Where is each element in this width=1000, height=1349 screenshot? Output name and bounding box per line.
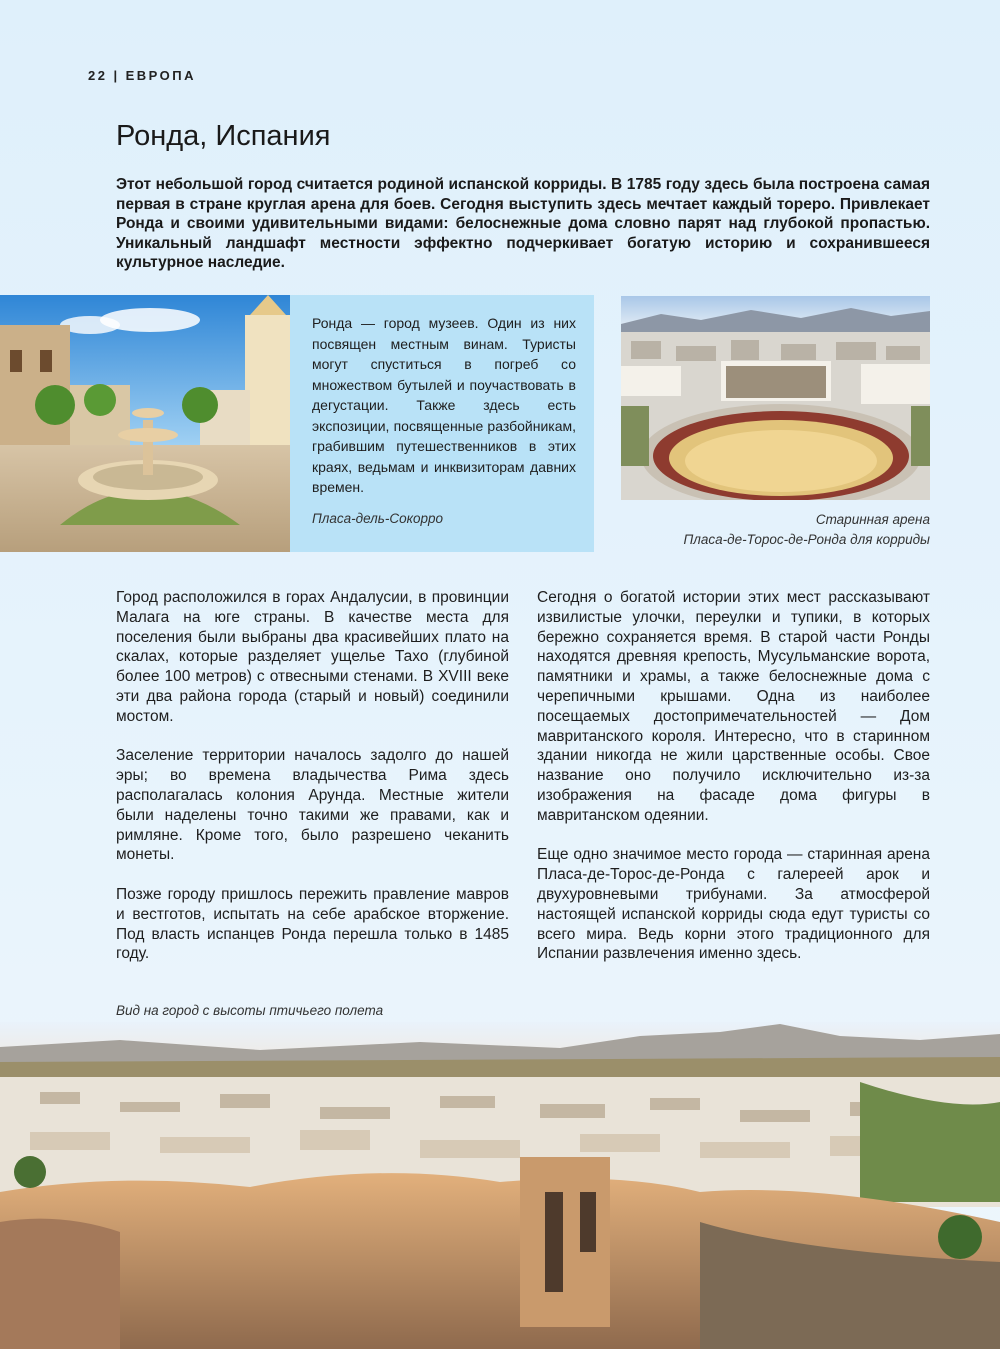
aerial-photo-caption: Вид на город с высоты птичьего полета — [116, 1003, 384, 1018]
lead-paragraph: Этот небольшой город считается родиной испанской корриды. В 1785 году здесь была построена самая первая в стране круглая арена для боев. Сегодня выступить здесь мечтает каждый тореро. Привлекает Ронда и своими удивительными видами: белоснежные дома словно парят над глубокой пропастью. Уникальный ландшафт местности эффектно подчеркивает богатую историю и сохранившееся культурное наследие. — [116, 176, 930, 272]
running-head — [88, 68, 196, 83]
paragraph: Еще одно значимое место города — старинная арена Пласа-де-Торос-де-Ронда с галереей арок и двухуровневыми трибунами. За атмосферой настоящей испанской корриды сюда едут туристы со всего мира. Ведь корни этого традиционного для Испании развлечения именно здесь. — [537, 846, 930, 963]
text-column-right — [537, 588, 930, 984]
plaza-socorro-photo — [0, 295, 290, 552]
page-number: 22 — [88, 68, 108, 83]
paragraph: Позже городу пришлось пережить правление мавров и вестготов, испытать на себе арабское вторжение. Под власть испанцев Ронда перешла только в 1485 году. — [116, 885, 509, 963]
paragraph: Сегодня о богатой истории этих мест рассказывают извилистые улочки, переулки и тупики, в которых бережно сохраняется время. В старой части Ронды находятся древняя крепость, Мусульманские ворота, памятники и храмы, а также белоснежные дома с черепичными крышами. Одна из наиболее посещаемых достопримечательностей — Дом мавританского короля. Интересно, что в старинном здании никогда не жили царственные особы. Свое название оно получило исключительно из-за изображения на фасаде дома фигуры в мавританском одеянии. — [537, 589, 930, 824]
bullring-caption-line-1: Старинная арена — [815, 512, 930, 527]
bullring-caption-line-2: Пласа-де-Торос-де-Ронда для корриды — [683, 532, 930, 547]
bullring-photo-caption — [610, 510, 930, 550]
running-head-separator: | — [113, 68, 120, 83]
paragraph: Город расположился в горах Андалусии, в провинции Малага на юге страны. В качестве места для поселения были выбраны два красивейших плато на скалах, которые разделяет ущелье Тахо (глубиной более 100 метров) с отвесными стенами. В XVIII веке эти два района города (старый и новый) соединили мостом. — [116, 589, 509, 725]
text-column-left — [116, 588, 509, 984]
infobox-text: Ронда — город музеев. Один из них посвящен местным винам. Туристы могут спуститься в погреб со множеством бутылей и поучаствовать в дегустации. Также здесь есть экспозиции, посвященные разбойникам, грабившим путешественников в этих краях, ведьмам и инквизиторам давних времен. — [312, 315, 576, 495]
bullring-photo — [621, 296, 930, 500]
page-title: Ронда, Испания — [116, 120, 331, 152]
paragraph: Заселение территории началось задолго до нашей эры; во времена владычества Рима здесь располагалась колония Арунда. Местные жители были наделены точно такими же правами, как и римляне. Кроме того, было разрешено чеканить монеты. — [116, 747, 509, 864]
aerial-city-photo — [0, 1022, 1000, 1349]
museum-infobox — [290, 295, 594, 552]
section-name: ЕВРОПА — [125, 68, 197, 83]
infobox-photo-caption: Пласа-дель-Сокорро — [312, 511, 444, 526]
